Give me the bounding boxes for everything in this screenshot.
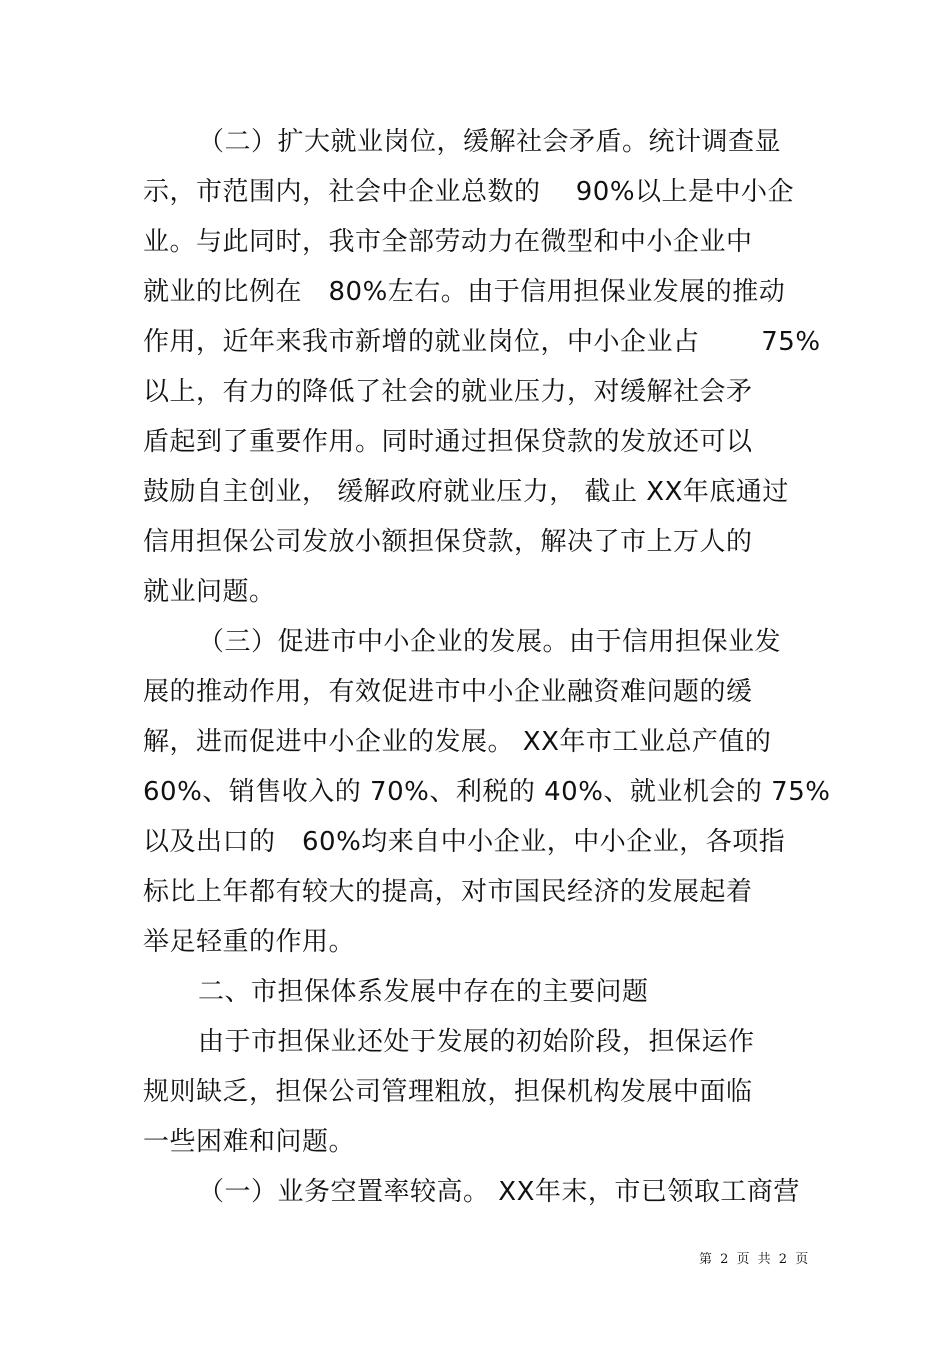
text-line: 由于市担保业还处于发展的初始阶段，担保运作 [198, 1027, 755, 1057]
text-line: 盾起到了重要作用。同时通过担保贷款的发放还可以 [143, 427, 753, 457]
text-line: 示，市范围内，社会中企业总数的 90%以上是中小企 [143, 177, 795, 207]
text-line: 展的推动作用，有效促进市中小企业融资难问题的缓 [143, 677, 753, 707]
text-line: 解，进而促进中小企业的发展。 XX年市工业总产值的 [143, 727, 772, 757]
text-line: 举足轻重的作用。 [143, 927, 356, 957]
text-line: （三）促进市中小企业的发展。由于信用担保业发 [198, 627, 782, 657]
text-line: 信用担保公司发放小额担保贷款，解决了市上万人的 [143, 527, 753, 557]
text-line: 规则缺乏，担保公司管理粗放，担保机构发展中面临 [143, 1077, 753, 1107]
text-line: 一些困难和问题。 [143, 1127, 356, 1157]
text-line: 鼓励自主创业， 缓解政府就业压力， 截止 XX年底通过 [143, 477, 789, 507]
page-number-footer: 第 2 页 共 2 页 [699, 1252, 811, 1267]
section-heading: 二、市担保体系发展中存在的主要问题 [198, 977, 649, 1007]
text-line: 就业问题。 [143, 577, 276, 607]
text-line: 作用，近年来我市新增的就业岗位，中小企业占 75% [143, 327, 821, 357]
text-line: 就业的比例在 80%左右。由于信用担保业发展的推动 [143, 277, 786, 307]
text-line: 标比上年都有较大的提高，对市国民经济的发展起着 [143, 877, 753, 907]
text-line: 以及出口的 60%均来自中小企业，中小企业，各项指 [143, 827, 786, 857]
text-line: 业。与此同时，我市全部劳动力在微型和中小企业中 [143, 227, 753, 257]
text-line: 以上，有力的降低了社会的就业压力，对缓解社会矛 [143, 377, 753, 407]
text-line: （二）扩大就业岗位，缓解社会矛盾。统计调查显 [198, 127, 782, 157]
text-line: （一）业务空置率较高。 XX年末，市已领取工商营 [198, 1177, 800, 1207]
text-line: 60%、销售收入的 70%、利税的 40%、就业机会的 75% [143, 777, 831, 807]
